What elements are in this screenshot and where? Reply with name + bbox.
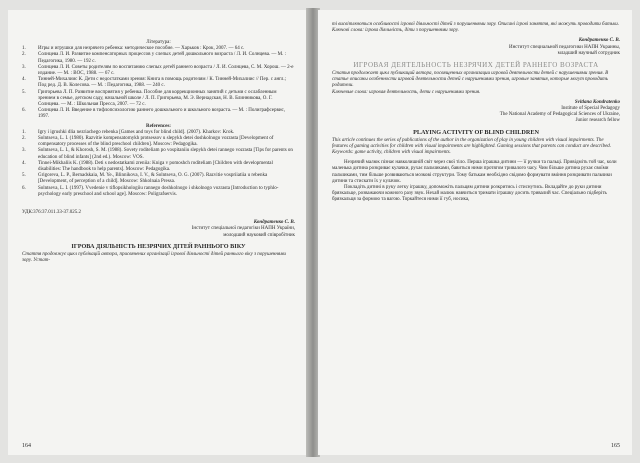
ru-keywords: Ключевые слова: игровая деятельность, дети с нарушениями зрения.	[332, 89, 481, 95]
en-author-name: Svitlana Kondratenko	[574, 99, 620, 105]
abstract-start: Стаття продовжує цикл публікацій автора, присвячених організації ігрової діяльності дітей раннього віку з порушеннями зору. Устат-	[22, 251, 286, 264]
list-item: 4. Тинней-Михалиис К. Дети с недостатками зрения: Книга в помощь родителям / К. Тинней-Михалиис // Пер. с англ.; Под ред. Д. В. Колесова. — М. : Педагогика, 1988. — 240 с.	[22, 77, 287, 89]
right-page	[318, 10, 632, 455]
en-author-academy: The National Academy of Pedagogical Sciences of Ukraine,	[499, 112, 620, 118]
list-item: 2. Солнцева Л. И. Развитие компенсаторных процессов у слепых детей дошкольного возраста / Л. И. Солнцева. — М. : Педагогика, 1980. — 192 с.	[22, 52, 287, 64]
ru-author-affiliation: Институт специальной педагогики НАПН Украины,	[508, 44, 620, 50]
literature-list	[22, 46, 295, 120]
ru-article-title: ИГРОВАЯ ДЕЯТЕЛЬНОСТЬ НЕЗРЯЧИХ ДЕТЕЙ РАННЕГО ВОЗРАСТА	[353, 61, 599, 70]
references-list	[22, 130, 295, 198]
list-item: 5. Grigoreva, L. P., Bernadskaia, M. Ye., Blinnikova, I. V., & Solntseva, O. G. (2007). Razvitie vospriiatiia u rebenka [Development, of perception of a child]. Moscow: Shkolnaia Pressa.	[22, 173, 268, 185]
list-item: 5. Григорьева Л. П. Развитие восприятия у ребенка. Пособие для коррекционных занятий с детьми с ослабленным зрением в семье, детском саду, начальной школе / Л. П. Григорьева, М. Э. Вернадская, Н. В. Блинникова, О. Г. Солнцева. — М. : Школьная Пресса, 2007. — 72 с.	[22, 89, 277, 108]
list-item: 2. Solntseva, L. I. (1980). Razvitie kompensatornykh protsessov u slepykh detei doshkolnogo vozrasta [Development of compensatory processes of the blind preschool children]. Moscow: Pedagogika.	[22, 136, 274, 148]
references-heading: References:	[146, 123, 171, 129]
en-author-position: Junior research fellow	[575, 118, 620, 124]
page-number-right: 165	[611, 443, 620, 449]
list-item: 6. Solntseva, L. I. (1997). Vvedenie v tiflopsikhologiiu rannego doshkolnogo i shkolnogo vozrasta [Introduction to typhlo-psychology early preschool and school age]. Moscow: Poligrafservis.	[22, 185, 279, 197]
body-paragraph: Покладіть дитині в руку легку іграшку, допоможіть пальцям дитини розкритись і стиснутись. Вкладайте до руки дитини брязкальце, розважаючи кожного разу звук. Нехай малюк навчиться тримати іграшку досить тривалий час. Спеціально підберіть брязкальця за формою та вагою. Торкайтеся ними її губ, носика,	[332, 185, 607, 203]
ru-abstract: Статья продолжает цикл публикаций автора, посвященных организации игровой деятельности детей с нарушениями зрения. В статье описаны особенности игровой деятельности детей с нарушениями зрения, игровые занятия, которые могут проводить родители.	[332, 71, 609, 89]
list-item: 1. Igry i igrushki dlia nezriachego rebenka [Games and toys for blind child]. (2007). Kharkov: Krok.	[22, 129, 235, 135]
en-article-title: PLAYING ACTIVITY OF BLIND CHILDREN	[413, 128, 539, 136]
en-author-institute: Institute of Special Pedagogy	[561, 106, 620, 112]
author-position: молодший науковий співробітник	[223, 232, 295, 238]
ru-author-position: младший научный сотрудник	[557, 50, 620, 56]
author-affiliation: Інститут спеціальної педагогіки НАПН України,	[191, 226, 295, 232]
list-item: 3. Солнцева Л. И. Советы родителям по воспитанию слепых детей раннего возраста / Л. И. Солнцева, С. М. Хорош. — 2-е издание. — М. : ВОС, 1988. — 67 с.	[22, 64, 294, 77]
list-item: 6. Солнцева Л. И. Введение в тифлопсихологию раннего дошкольного и школьного возраста. — М. : Полиграфсервис, 1997.	[22, 108, 285, 120]
list-item: 1. Игры и игрушки для незрячего ребенка: методическое пособие. — Харьков : Крок, 2007. — 64 с.	[22, 46, 245, 52]
list-item: 4. Tinnei-Mikhaliis K. (1988). Deti s nedostatkami zreniia: Kniga v pomoshch roditeliam [Children with developmental disabilities: The handbook to help parents]. Moscow: Pedagogika.	[22, 160, 273, 173]
ua-abstract-continuation: ті висвітлюються особливості ігрової діяльності дітей з порушеннями зору. Описані ігрові заняття, які можуть проводити батьки.	[332, 22, 620, 27]
udk-code: УДК:376:37.011.33-37.025.2	[22, 210, 82, 216]
literature-heading: Література:	[146, 40, 171, 45]
en-abstract: This article continues the series of publications of the author in the organization of play in young children with visual impairments. The features of gaming activities for children with visual impairments are highlighted. Gaming sessions that parents can conduct are described.	[332, 137, 612, 149]
left-page	[8, 10, 308, 455]
body-paragraph: Незрячий малюк пізнає навколишній світ через свої тіло. Перша іграшка дитини — її ручки та пальці. Привідміть той час, коли маленька дитина розкриває кулачки, рухає пальчиками, бавиться ними протягом тривалого часу. Чим більше дитина рухає своїми пальчиками, тим більше розвиваються мозкові структури. Тому батькам необхідно свідомо формувати вміння розкривати пальчики дитини та стискати їх у кулачок.	[332, 160, 617, 184]
en-keywords: Keywords: game activity, children with visual impairments.	[332, 150, 451, 156]
ru-author-name: Кондратенко С. В.	[578, 38, 620, 44]
author-name: Кондратенко С. В.	[253, 220, 295, 226]
page-number-left: 164	[22, 443, 31, 449]
list-item: 3. Solntseva, L. I., & Khorosh, S. M. (1988). Sovety roditeliam po vospitaniiu slepykh detei rannego vozrasta [Tips for parents on education of blind infants] (2nd ed.). Moscow: VOS.	[22, 148, 293, 160]
ua-keywords: Ключові слова: ігрова діяльність, діти з порушеннями зору.	[332, 28, 459, 34]
article-title: ІГРОВА ДІЯЛЬНІСТЬ НЕЗРЯЧИХ ДІТЕЙ РАННЬОГО ВІКУ	[71, 242, 246, 250]
